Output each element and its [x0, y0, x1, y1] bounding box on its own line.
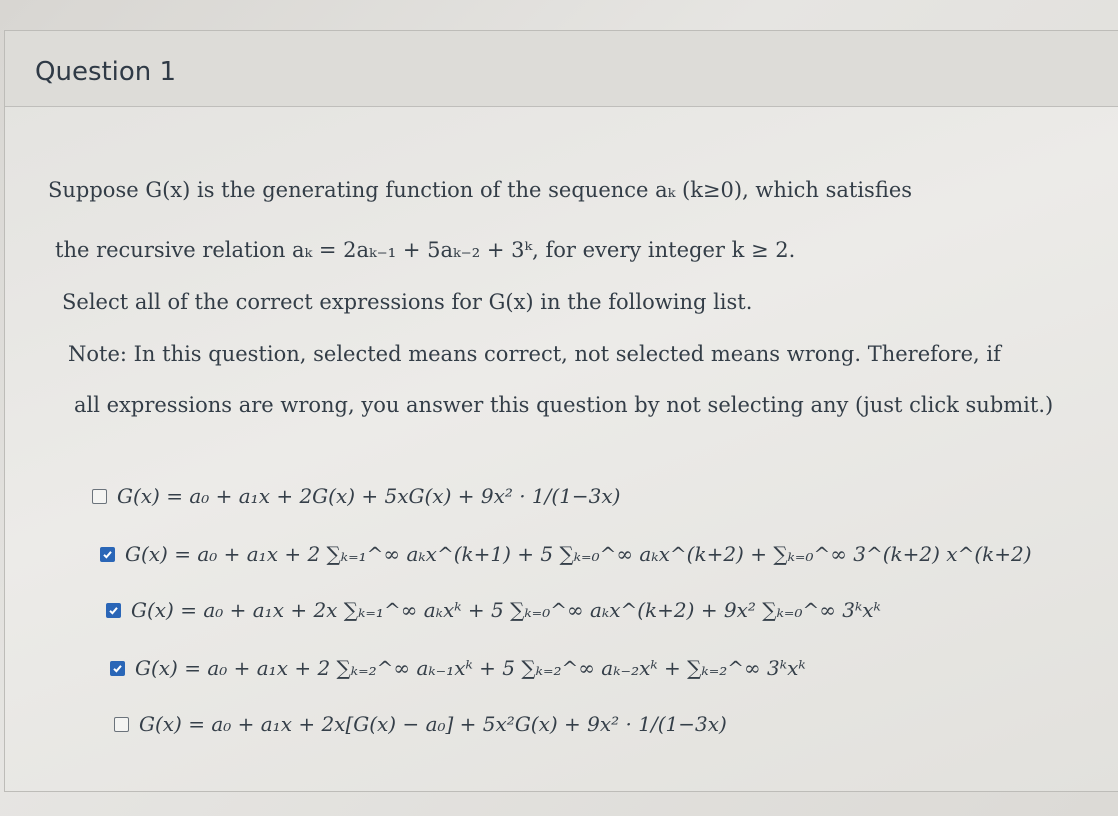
- stem-line-3: Select all of the correct expressions for G(x) in the following list.: [62, 290, 753, 314]
- checkbox-3[interactable]: [106, 603, 121, 618]
- answer-text-3: G(x) = a₀ + a₁x + 2x ∑ₖ₌₁^∞ aₖxᵏ + 5 ∑ₖ₌₀^∞ aₖx^(k+2) + 9x² ∑ₖ₌₀^∞ 3ᵏxᵏ: [131, 598, 881, 622]
- checkbox-2[interactable]: [100, 547, 115, 562]
- answer-text-2: G(x) = a₀ + a₁x + 2 ∑ₖ₌₁^∞ aₖx^(k+1) + 5 ∑ₖ₌₀^∞ aₖx^(k+2) + ∑ₖ₌₀^∞ 3^(k+2) x^(k+2): [125, 542, 1032, 566]
- answer-option-1[interactable]: [92, 484, 621, 508]
- question-title: Question 1: [35, 57, 177, 87]
- stem-line-5: all expressions are wrong, you answer this question by not selecting any (just click submit.): [74, 393, 1054, 417]
- checkbox-1[interactable]: [92, 489, 107, 504]
- checkbox-5[interactable]: [114, 717, 129, 732]
- checkmark-icon: [112, 663, 123, 674]
- answer-option-2[interactable]: [100, 542, 1032, 566]
- answer-option-5[interactable]: [114, 712, 727, 736]
- checkmark-icon: [108, 605, 119, 616]
- answer-option-4[interactable]: [110, 656, 806, 680]
- question-header: [5, 31, 1118, 107]
- answer-text-4: G(x) = a₀ + a₁x + 2 ∑ₖ₌₂^∞ aₖ₋₁xᵏ + 5 ∑ₖ₌₂^∞ aₖ₋₂xᵏ + ∑ₖ₌₂^∞ 3ᵏxᵏ: [135, 656, 806, 680]
- answer-text-1: G(x) = a₀ + a₁x + 2G(x) + 5xG(x) + 9x² · 1/(1−3x): [117, 484, 621, 508]
- answer-option-3[interactable]: [106, 598, 881, 622]
- stem-line-4: Note: In this question, selected means correct, not selected means wrong. Therefore, if: [68, 342, 1001, 366]
- checkmark-icon: [102, 549, 113, 560]
- answer-text-5: G(x) = a₀ + a₁x + 2x[G(x) − a₀] + 5x²G(x) + 9x² · 1/(1−3x): [139, 712, 727, 736]
- stem-line-2: the recursive relation aₖ = 2aₖ₋₁ + 5aₖ₋₂ + 3ᵏ, for every integer k ≥ 2.: [55, 238, 796, 262]
- checkbox-4[interactable]: [110, 661, 125, 676]
- stem-line-1: Suppose G(x) is the generating function of the sequence aₖ (k≥0), which satisfies: [48, 178, 913, 202]
